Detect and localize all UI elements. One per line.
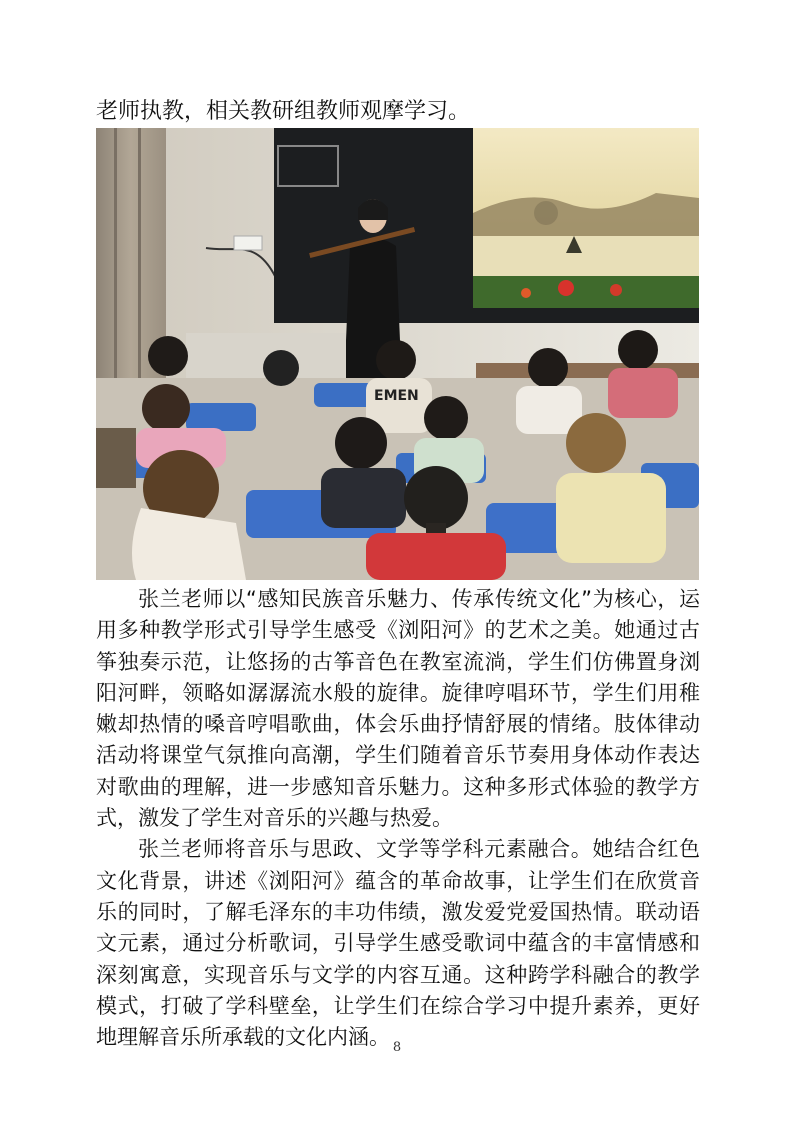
article-body: [96, 584, 700, 1053]
paragraph-1: 张兰老师以“感知民族音乐魅力、传承传统文化”为核心，运用多种教学形式引导学生感受《浏阳河》的艺术之美。她通过古筝独奏示范，让悠扬的古筝音色在教室流淌，学生们仿佛置身浏阳河畔，领略如潺潺流水般的旋律。旋律哼唱环节，学生们用稚嫩却热情的嗓音哼唱歌曲，体会乐曲抒情舒展的情绪。肢体律动活动将课堂气氛推向高潮，学生们随着音乐节奏用身体动作表达对歌曲的理解，进一步感知音乐魅力。这种多形式体验的教学方式，激发了学生对音乐的兴趣与热爱。: [96, 587, 700, 831]
paragraph-2: 张兰老师将音乐与思政、文学等学科元素融合。她结合红色文化背景，讲述《浏阳河》蕴含的革命故事，让学生们在欣赏音乐的同时，了解毛泽东的丰功伟绩，激发爱党爱国热情。联动语文元素，通过分析歌词，引导学生感受歌词中蕴含的丰富情感和深刻寓意，实现音乐与文学的内容互通。这种跨学科融合的教学模式，打破了学科壁垒，让学生们在综合学习中提升素养，更好地理解音乐所承载的文化内涵。: [96, 837, 700, 1050]
intro-line: 老师执教，相关教研组教师观摩学习。: [96, 99, 471, 124]
page-number: 8: [392, 1040, 402, 1055]
shirt-text: EMEN: [374, 388, 419, 404]
classroom-photo: [96, 128, 699, 580]
